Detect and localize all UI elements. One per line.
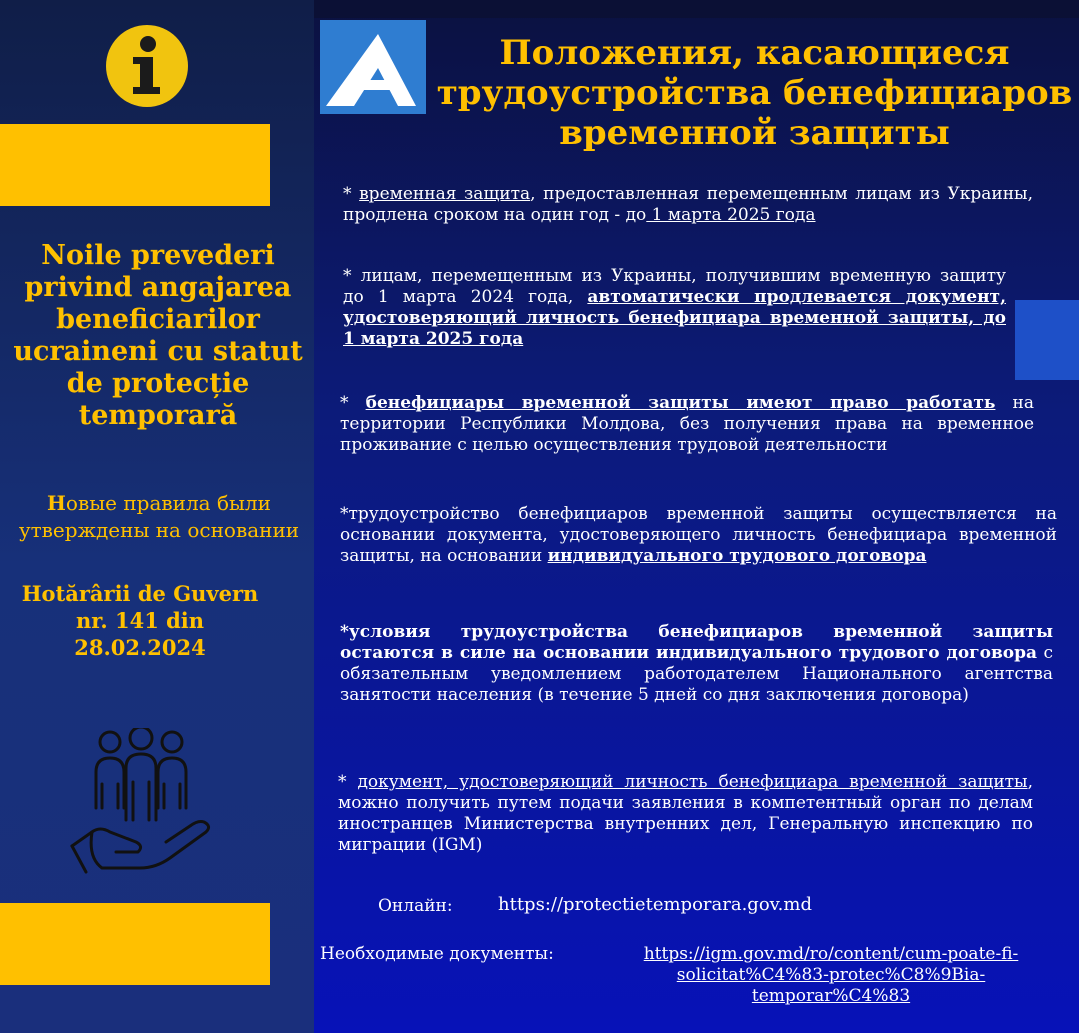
top-strip: [314, 0, 1079, 18]
people-in-hand-icon: [66, 728, 216, 878]
paragraph-extension: * временная защита, предоставленная перемещенным лицам из Украины, продлена сроком на один год - до 1 марта 2025 года: [343, 184, 1033, 225]
sidebar: [0, 0, 314, 1033]
paragraph-employment-basis: *трудоустройство бенефициаров временной защиты осуществляется на основании документа, удостоверяющего личность бенефициара временной защиты, на основании индивидуального трудового договора: [340, 504, 1057, 566]
paragraph-employment-conditions: *условия трудоустройства бенефициаров временной защиты остаются в силе на основании индивидуального трудового договора с обязательным уведомлением работодателем Национального агентства занятости населения (в течение 5 дней со дня заключения договора): [340, 622, 1053, 705]
decorative-blue-block: [1015, 300, 1079, 380]
paragraph-auto-extension: * лицам, перемещенным из Украины, получившим временную защиту до 1 марта 2024 года, автоматически продлевается документ, удостоверяющий личность бенефициара временной защиты, до 1 марта 2025 года: [343, 266, 1007, 349]
identity-document-link[interactable]: документ, удостоверяющий личность бенефициара временной защиты: [357, 772, 1028, 792]
online-label: Онлайн:: [378, 896, 453, 916]
rules-intro: [14, 490, 304, 544]
top-yellow-block: [0, 124, 270, 206]
paragraph-document-obtaining: * документ, удостоверяющий личность бенефициара временной защиты, можно получить путем подачи заявления в компетентный орган по делам иностранцев Министерства внутренних дел, Генеральную инспекцию по миграции (IGM): [338, 772, 1033, 855]
bottom-yellow-block: [0, 903, 270, 985]
online-url-link[interactable]: https://protectietemporara.gov.md: [498, 894, 812, 915]
government-decree: Hotărârii de Guvern nr. 141 din 28.02.2024: [21, 581, 259, 660]
intro-rest: овые правила были утверждены на основании: [18, 491, 300, 542]
paragraph-right-to-work: * бенефициары временной защиты имеют право работать на территории Республики Молдова, без получения права на временное проживание с целью осуществления трудовой деятельности: [340, 393, 1034, 455]
required-documents-label: Необходимые документы:: [320, 944, 554, 964]
intro-first-letter: Н: [47, 491, 66, 515]
romanian-title: Noile prevederi privind angajarea beneficiarilor ucraineni cu statut de protecție temporară: [13, 240, 303, 431]
page-title: Положения, касающиеся трудоустройства бенефициаров временной защиты: [436, 33, 1073, 153]
agency-logo-icon: [320, 20, 426, 114]
temporary-protection-link[interactable]: временная защита: [359, 184, 531, 204]
required-documents-link[interactable]: https://igm.gov.md/ro/content/cum-poate-fi-solicitat%C4%83-protec%C8%9Bia-temporar%C4%83: [643, 944, 1019, 1006]
info-icon: [106, 25, 188, 107]
